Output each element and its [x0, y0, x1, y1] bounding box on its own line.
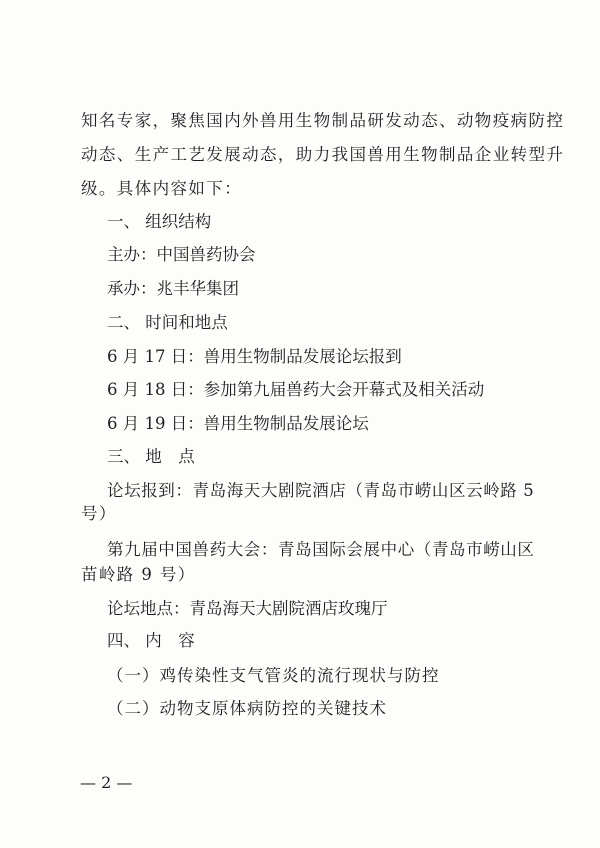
checkin-venue-line-2: 号） [81, 504, 117, 523]
host-line: 主办：中国兽药协会 [107, 245, 256, 264]
organizer-line: 承办：兆丰华集团 [107, 279, 239, 298]
content-item-1: （一）鸡传染性支气管炎的流行现状与防控 [107, 666, 440, 685]
intro-line-1: 知名专家，聚焦国内外兽用生物制品研发动态、动物疫病防控 [81, 111, 565, 130]
page-number: — 2 — [80, 773, 133, 792]
checkin-venue-line-1: 论坛报到：青岛海天大剧院酒店（青岛市崂山区云岭路 5 [107, 481, 535, 500]
section-heading-organization: 一、 组织结构 [107, 212, 212, 231]
intro-line-3: 级。具体内容如下： [81, 179, 243, 198]
congress-venue-line-2: 苗岭路 9 号） [81, 565, 196, 584]
congress-venue-line-1: 第九届中国兽药大会：青岛国际会展中心（青岛市崂山区 [107, 540, 535, 559]
forum-venue-line: 论坛地点：青岛海天大剧院酒店玫瑰厅 [107, 599, 388, 618]
schedule-item-2: 6 月 18 日：参加第九届兽药大会开幕式及相关活动 [107, 380, 485, 399]
intro-line-2: 动态、生产工艺发展动态，助力我国兽用生物制品企业转型升 [81, 145, 565, 164]
schedule-item-1: 6 月 17 日：兽用生物制品发展论坛报到 [107, 347, 402, 366]
section-heading-content: 四、 内 容 [107, 631, 195, 650]
section-heading-venue: 三、 地 点 [107, 447, 195, 466]
content-item-2: （二）动物支原体病防控的关键技术 [107, 699, 387, 718]
section-heading-time-place: 二、 时间和地点 [107, 313, 228, 332]
schedule-item-3: 6 月 19 日：兽用生物制品发展论坛 [107, 414, 369, 433]
